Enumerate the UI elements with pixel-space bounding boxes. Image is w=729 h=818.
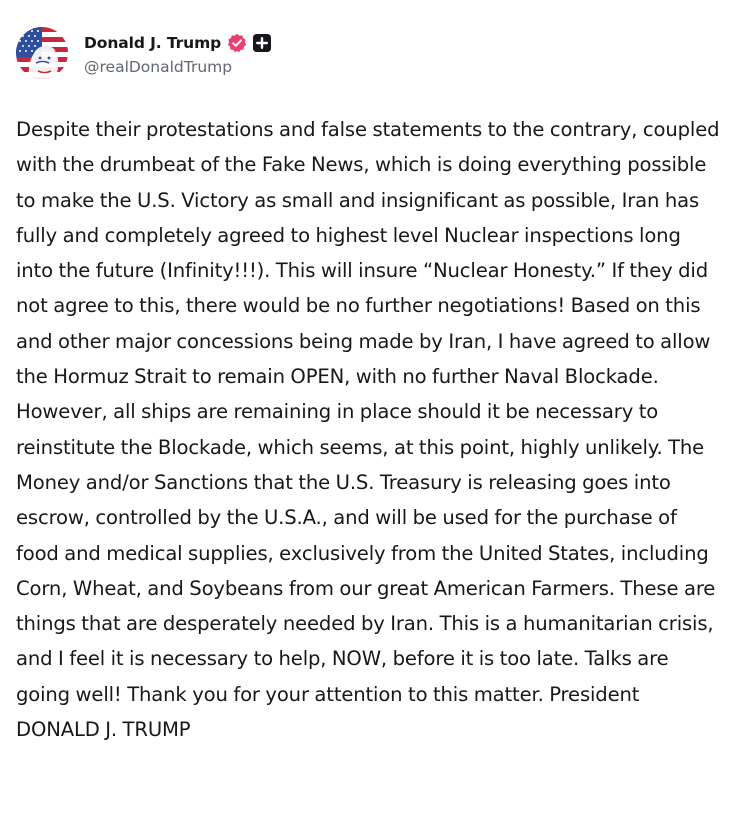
plus-square-icon: [253, 34, 271, 52]
author-name-row: [84, 31, 271, 55]
avatar[interactable]: [16, 27, 68, 79]
verified-badge-icon: [227, 33, 247, 53]
post-text: Despite their protestations and false statements to the contrary, coupled with the drumbeat of the Fake News, which is doing everything possible to make the U.S. Victory as small and insignificant as possible, Iran has fully and completely agreed to highest level Nuclear inspections long into the future (Infinity!!!). This will insure “Nuclear Honesty.” If they did not agree to this, there would be no further negotiations! Based on this and other major concessions being made by Iran, I have agreed to allow the Hormuz Strait to remain OPEN, with no further Naval Blockade. However, all ships are remaining in place should it be necessary to reinstitute the Blockade, which seems, at this point, highly unlikely. The Money and/or Sanctions that the U.S. Treasury is releasing goes into escrow, controlled by the U.S.A., and will be used for the purchase of food and medical supplies, exclusively from the United States, including Corn, Wheat, and Soybeans from our great American Farmers. These are things that are desperately needed by Iran. This is a humanitarian crisis, and I feel it is necessary to help, NOW, before it is too late. Talks are going well! Thank you for your attention to this matter. President DONALD J. TRUMP: [16, 118, 720, 742]
avatar-image: [16, 27, 68, 79]
post-header: [16, 26, 271, 80]
author-block: [84, 31, 271, 76]
author-name[interactable]: Donald J. Trump: [84, 33, 222, 52]
author-handle[interactable]: @realDonaldTrump: [84, 57, 233, 76]
